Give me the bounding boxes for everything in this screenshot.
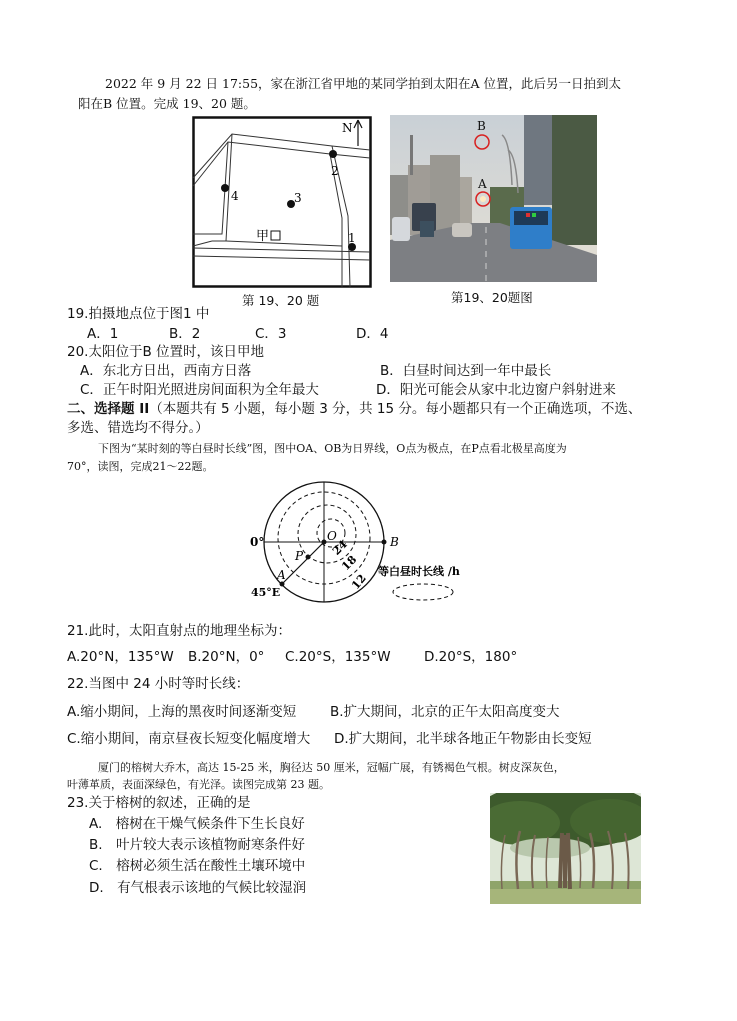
label-a: A <box>277 568 286 582</box>
building <box>524 115 552 205</box>
banyan-photo <box>490 793 641 904</box>
point-a <box>280 582 285 587</box>
section2-title: 二、选择题 II <box>67 401 150 417</box>
label-24: 24 <box>329 537 350 558</box>
tower <box>410 135 413 175</box>
north-label: N <box>342 121 353 135</box>
q19-option-b: B．2 <box>169 326 201 342</box>
point-o <box>322 540 327 545</box>
sun-disc <box>480 196 486 202</box>
car-mid <box>452 223 472 237</box>
q21-option-c: C.20°S，135°W <box>285 649 391 665</box>
building <box>460 177 472 227</box>
q21-option-d: D.20°S，180° <box>424 649 518 665</box>
car-left <box>392 217 410 241</box>
label-b: B <box>390 535 399 549</box>
photo-label-b: B <box>477 119 486 133</box>
intro-19-20-line1: 2022 年 9 月 22 日 17:55，家在浙江省甲地的某同学拍到太阳在A 位置，此后另一日拍到太 <box>105 76 622 91</box>
trees-right <box>552 115 597 245</box>
q20-option-c: C．正午时阳光照进房间面积为全年最大 <box>80 382 319 398</box>
map-caption: 第 19、20 题 <box>242 293 320 308</box>
map-frame <box>194 118 371 287</box>
label-45e: 45°E <box>251 586 281 599</box>
q23-option-c: C. 榕树必须生活在酸性土壤环境中 <box>89 858 306 874</box>
q22-option-a: A.缩小期间，上海的黑夜时间逐渐变短 <box>67 704 297 720</box>
intro-21-22-line1: 下图为“某时刻的等白昼时长线”图，图中OA、OB为日界线，O点为极点，在P点看北极星高度为 <box>98 442 567 455</box>
section2-desc1: （本题共有 5 小题，每小题 3 分，共 15 分。每小题都只有一个正确选项，不选、 <box>149 401 642 417</box>
truck <box>420 221 434 237</box>
q22-option-d: D.扩大期间，北半球各地正午物影由长变短 <box>334 731 592 747</box>
label-o: O <box>327 529 337 543</box>
q19-stem: 19.拍摄地点位于图1 中 <box>67 306 210 322</box>
map-point-4 <box>221 184 229 192</box>
map-point-1-label: 1 <box>348 231 356 245</box>
q19-option-a: A．1 <box>87 326 119 342</box>
point-b <box>382 540 387 545</box>
intro-21-22-line2: 70°，读图，完成21～22题。 <box>67 460 214 473</box>
q23-option-a: A. 榕树在干燥气候条件下生长良好 <box>89 816 305 832</box>
map-figure <box>192 116 372 288</box>
legend-symbol <box>393 584 453 600</box>
intro-19-20-line2: 阳在B 位置。完成 19、20 题。 <box>78 96 256 111</box>
jia-label: 甲 <box>256 229 270 244</box>
map-point-3-label: 3 <box>294 191 302 205</box>
q20-option-a: A．东北方日出，西南方日落 <box>80 363 252 379</box>
q21-option-a: A.20°N，135°W <box>67 649 174 665</box>
q23-option-b: B. 叶片较大表示该植物耐寒条件好 <box>89 837 306 853</box>
q22-stem: 22.当图中 24 小时等时长线： <box>67 676 250 692</box>
map-point-2-label: 2 <box>331 164 339 178</box>
map-point-2 <box>329 150 337 158</box>
q20-option-d: D．阳光可能会从家中北边窗户斜射进来 <box>376 382 616 398</box>
photo-label-a: A <box>478 177 487 191</box>
polar-figure <box>245 478 475 610</box>
label-18: 18 <box>339 553 360 574</box>
map-point-4-label: 4 <box>231 189 239 203</box>
q23-stem: 23.关于榕树的叙述，正确的是 <box>67 795 251 811</box>
map-svg <box>192 116 372 288</box>
q21-option-b: B.20°N，0° <box>188 649 265 665</box>
q21-stem: 21.此时，太阳直射点的地理坐标为： <box>67 623 291 639</box>
q20-option-b: B．白昼时间达到一年中最长 <box>380 363 552 379</box>
label-p: P <box>295 549 304 563</box>
q19-option-d: D．4 <box>356 326 389 342</box>
polar-svg <box>245 478 475 610</box>
label-12: 12 <box>349 571 369 592</box>
q20-stem: 20.太阳位于B 位置时，该日甲地 <box>67 344 265 360</box>
section2-desc2: 多选、错选均不得分。） <box>67 420 209 436</box>
intro-23-line1: 厦门的榕树大乔木，高达 15-25 米，胸径达 50 厘米，冠幅广展，有锈褐色气根。树皮深灰色， <box>98 761 565 774</box>
point-p <box>306 555 311 560</box>
label-0deg: 0° <box>250 535 265 549</box>
street-photo <box>390 115 597 282</box>
q23-option-d: D. 有气根表示该地的气候比较湿润 <box>89 880 307 896</box>
q22-option-b: B.扩大期间，北京的正午太阳高度变大 <box>330 704 560 720</box>
q19-option-c: C．3 <box>255 326 287 342</box>
legend-label: 等白昼时长线 /h <box>378 565 460 578</box>
banyan-svg <box>490 793 641 904</box>
trunk <box>560 833 570 889</box>
photo-caption: 第19、20题图 <box>451 290 533 305</box>
q22-option-c: C.缩小期间，南京昼夜长短变化幅度增大 <box>67 731 311 747</box>
street-photo-svg <box>390 115 597 282</box>
intro-23-line2: 叶薄革质，表面深绿色，有光泽。读图完成第 23 题。 <box>67 778 330 791</box>
section2-line1 <box>67 400 641 418</box>
